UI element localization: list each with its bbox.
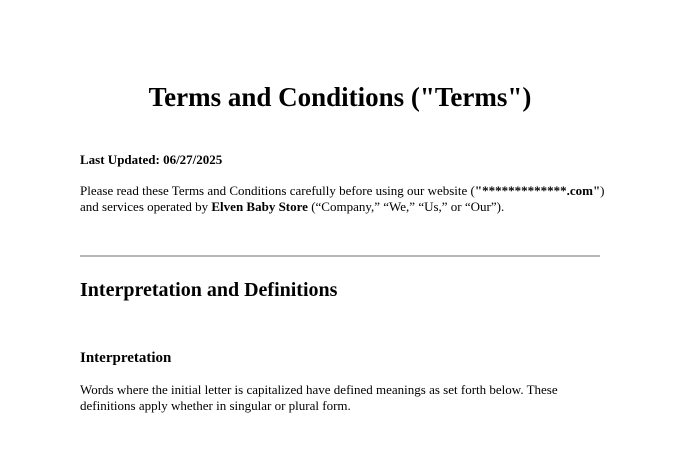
- website-name: "*************.com": [474, 183, 601, 198]
- last-updated-date: Last Updated: 06/27/2025: [80, 152, 223, 167]
- company-name: Elven Baby Store: [211, 199, 308, 214]
- subsection-heading-interpretation: Interpretation: [80, 350, 172, 366]
- interpretation-paragraph: Words where the initial letter is capitalized have defined meanings as set forth below. These definitions apply whether in singular or plural form.: [80, 382, 558, 413]
- intro-text-end: (“Company,” “We,” “Us,” or “Our”).: [307, 199, 505, 214]
- intro-text-start: Please read these Terms and Conditions carefully before using our website (: [80, 183, 475, 198]
- intro-text-middle: ) and services operated by: [80, 183, 605, 214]
- section-heading-interpretation-definitions: Interpretation and Definitions: [80, 279, 338, 301]
- section-divider: [80, 255, 600, 257]
- intro-paragraph: [80, 183, 610, 215]
- document-title: Terms and Conditions ("Terms"): [148, 82, 532, 112]
